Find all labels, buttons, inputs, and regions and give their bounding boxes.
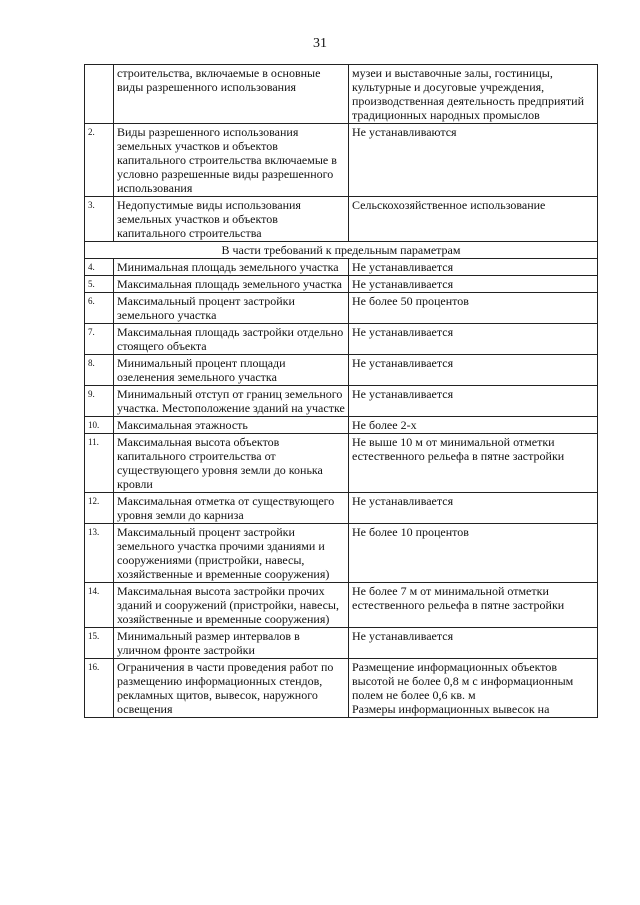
table-row bbox=[85, 493, 598, 524]
row-number: 7. bbox=[85, 324, 114, 355]
value-cell: Не более 50 процентов bbox=[349, 293, 598, 324]
section-header-row bbox=[85, 242, 598, 259]
table-row bbox=[85, 355, 598, 386]
row-number: 5. bbox=[85, 276, 114, 293]
row-number: 12. bbox=[85, 493, 114, 524]
table-row bbox=[85, 386, 598, 417]
parameter-cell: Максимальный процент застройки земельного участка прочими зданиями и сооружениями (пристройки, навесы, хозяйственные и временные сооружения) bbox=[114, 524, 349, 583]
requirements-table bbox=[84, 64, 598, 718]
parameter-cell: Максимальная отметка от существующего уровня земли до карниза bbox=[114, 493, 349, 524]
value-cell: Не устанавливается bbox=[349, 259, 598, 276]
value-cell: музеи и выставочные залы, гостиницы, культурные и досуговые учреждения, производственная деятельность предприятий традиционных народных промыслов bbox=[349, 65, 598, 124]
value-cell: Не устанавливается bbox=[349, 276, 598, 293]
table-row bbox=[85, 659, 598, 718]
value-cell: Не устанавливается bbox=[349, 493, 598, 524]
row-number bbox=[85, 65, 114, 124]
page-number: 31 bbox=[313, 36, 327, 51]
parameter-cell: Ограничения в части проведения работ по размещению информационных стендов, рекламных щитов, вывесок, наружного освещения bbox=[114, 659, 349, 718]
row-number: 8. bbox=[85, 355, 114, 386]
value-cell: Не более 10 процентов bbox=[349, 524, 598, 583]
value-cell: Не устанавливается bbox=[349, 324, 598, 355]
table-row bbox=[85, 628, 598, 659]
table-row bbox=[85, 583, 598, 628]
parameter-cell: Максимальная площадь застройки отдельно стоящего объекта bbox=[114, 324, 349, 355]
row-number: 2. bbox=[85, 124, 114, 197]
value-cell: Не выше 10 м от минимальной отметки естественного рельефа в пятне застройки bbox=[349, 434, 598, 493]
row-number: 4. bbox=[85, 259, 114, 276]
parameter-cell: Максимальная высота застройки прочих зданий и сооружений (пристройки, навесы, хозяйственные и временные сооружения) bbox=[114, 583, 349, 628]
parameter-cell: Максимальная этажность bbox=[114, 417, 349, 434]
value-cell: Не устанавливается bbox=[349, 628, 598, 659]
table-row bbox=[85, 524, 598, 583]
value-cell: Не устанавливается bbox=[349, 386, 598, 417]
parameter-cell: строительства, включаемые в основные виды разрешенного использования bbox=[114, 65, 349, 124]
row-number: 9. bbox=[85, 386, 114, 417]
row-number: 3. bbox=[85, 197, 114, 242]
table-row bbox=[85, 124, 598, 197]
parameter-cell: Минимальный отступ от границ земельного участка. Местоположение зданий на участке bbox=[114, 386, 349, 417]
table-row bbox=[85, 293, 598, 324]
parameter-cell: Максимальная высота объектов капитального строительства от существующего уровня земли до конька кровли bbox=[114, 434, 349, 493]
parameter-cell: Виды разрешенного использования земельных участков и объектов капитального строительства включаемые в условно разрешенные виды разрешенного использования bbox=[114, 124, 349, 197]
value-cell: Не более 7 м от минимальной отметки естественного рельефа в пятне застройки bbox=[349, 583, 598, 628]
table-row bbox=[85, 197, 598, 242]
table-row bbox=[85, 276, 598, 293]
value-cell: Размещение информационных объектов высотой не более 0,8 м с информационным полем не более 0,6 кв. м Размеры информационных вывесок на bbox=[349, 659, 598, 718]
table-row bbox=[85, 434, 598, 493]
parameter-cell: Минимальный размер интервалов в уличном фронте застройки bbox=[114, 628, 349, 659]
parameter-cell: Минимальный процент площади озеленения земельного участка bbox=[114, 355, 349, 386]
row-number: 15. bbox=[85, 628, 114, 659]
row-number: 14. bbox=[85, 583, 114, 628]
row-number: 13. bbox=[85, 524, 114, 583]
parameter-cell: Максимальный процент застройки земельного участка bbox=[114, 293, 349, 324]
value-cell: Сельскохозяйственное использование bbox=[349, 197, 598, 242]
table-row bbox=[85, 324, 598, 355]
parameter-cell: Максимальная площадь земельного участка bbox=[114, 276, 349, 293]
table-row bbox=[85, 417, 598, 434]
table-row bbox=[85, 65, 598, 124]
parameter-cell: Минимальная площадь земельного участка bbox=[114, 259, 349, 276]
row-number: 6. bbox=[85, 293, 114, 324]
value-cell: Не устанавливается bbox=[349, 355, 598, 386]
row-number: 10. bbox=[85, 417, 114, 434]
parameter-cell: Недопустимые виды использования земельных участков и объектов капитального строительства bbox=[114, 197, 349, 242]
section-title: В части требований к предельным параметрам bbox=[85, 242, 598, 259]
value-cell: Не устанавливаются bbox=[349, 124, 598, 197]
table-row bbox=[85, 259, 598, 276]
row-number: 11. bbox=[85, 434, 114, 493]
row-number: 16. bbox=[85, 659, 114, 718]
value-cell: Не более 2-х bbox=[349, 417, 598, 434]
